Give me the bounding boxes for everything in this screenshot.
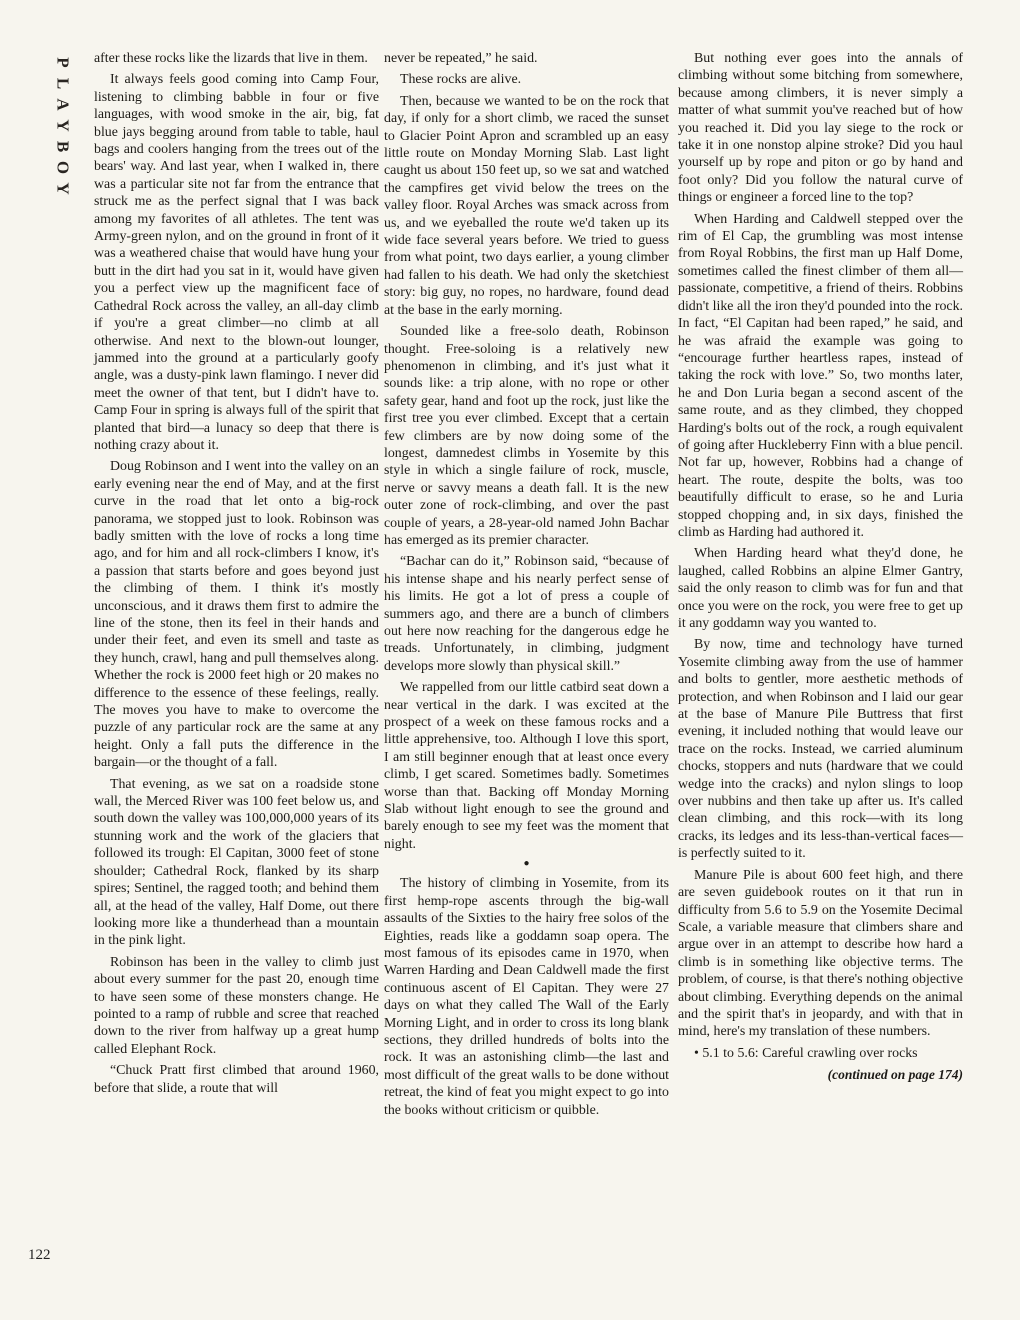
masthead-letter: Y xyxy=(53,119,73,132)
text-column-1 xyxy=(94,50,379,1101)
continued-on-page-note: (continued on page 174) xyxy=(827,1067,963,1083)
paragraph: “Bachar can do it,” Robinson said, “because of his intense shape and his nearly perfect sense of his limits. He got a lot of press a couple of summers ago, and there are a bunch of climbers out here now reaching for the dangerous edge he treads. Unfortunately, in climbing, judgment develops more slowly than physical skill.” xyxy=(384,554,669,674)
text-column-3 xyxy=(678,50,963,1088)
paragraph: That evening, as we sat on a roadside stone wall, the Merced River was 100 feet below us, and south down the valley was 100,000,000 years of its stunning work and the work of the glaciers that followed its trough: El Capitan, 3000 feet of stone shoulder; Cathedral Rock, flanked by its sharp spires; Sentinel, the ragged tooth; and behind them all, at the head of the valley, Half Dome, out there looking more like a thunderhead than a mountain in the pink light. xyxy=(94,776,379,949)
page-number: 122 xyxy=(28,1247,51,1263)
masthead-letter: A xyxy=(53,98,73,111)
paragraph: Then, because we wanted to be on the rock that day, if only for a short climb, we raced the sunset to Glacier Point Apron and scrambled up an easy little route on Monday Morning Slab. Last light caught us about 150 feet up, so we sat and watched the campfires get vivid below the trees on the valley floor. Royal Arches was smack across from us, and we eyeballed the route we'd taken up its wide face several years before. We tried to guess from what point, two days earlier, a young climber had fallen to his death. We had only the sketchiest story: big guy, no ropes, no hardware, found dead at the base in the early morning. xyxy=(384,93,669,318)
paragraph: never be repeated,” he said. xyxy=(384,51,538,66)
playboy-masthead-vertical xyxy=(52,52,74,199)
masthead-letter: Y xyxy=(53,182,73,195)
masthead-letter: P xyxy=(53,57,73,68)
paragraph: Doug Robinson and I went into the valley on an early evening near the end of May, and at the first curve in the road that let onto a big-rock panorama, we stopped just to look. Robinson was badly smitten with the love of rocks a long time ago, and for him and all rock-climbers I know, it's a passion that starts before and goes beyond just the climbing of them. I think it's mostly unconscious, and it draws them first to admire the line of the stone, then its feel in their hands and under their feet, and even its smell and taste as they hunch, crawl, hang and pull themselves along. Whether the rock is 2000 feet high or 20 makes no difference to the essence of these feelings, really. The moves you have to make to overcome the puzzle of any particular rock are the same at any height. Only a fall puts the difference in the bargain—or the thought of a fall. xyxy=(94,459,379,771)
paragraph: When Harding and Caldwell stepped over the rim of El Cap, the grumbling was most intense from Royal Robbins, the first man up Half Dome, sometimes called the finest climber of them all—passionate, competitive, a friend of theirs. Robbins didn't like all the iron they'd pounded into the rock. In fact, “El Capitan had been raped,” he said, and he was afraid the example was going to “encourage further heartless rapes, instead of taking the rock with love.” So, two months later, he and Don Luria began a second ascent of the same route, and as they climbed, they chopped Harding's bolts out of the rock, a rough equivalent of going after Huckleberry Finn with a blue pencil. Not far up, however, Robbins had a change of heart. The route, despite the bolts, was too beautifully difficult to erase, so he and Luria stopped chopping and, in six days, finished the climb as Harding had authored it. xyxy=(678,211,963,540)
masthead-letter: B xyxy=(53,140,73,153)
paragraph: By now, time and technology have turned Yosemite climbing away from the use of hammer and bolts to gentler, more aesthetic methods of protection, and when Robinson and I laid our gear at the base of Manure Pile Buttress that first evening, it included nothing that would leave our trace on the rocks. Instead, we carried aluminum chocks, stoppers and nuts (hardware that we could wedge into the cracks) and nylon slings to loop over nubbins and then take up after us. It's called clean climbing, and this rock—with its long cracks, its ledges and its less-than-vertical faces—is perfectly suited to it. xyxy=(678,637,963,862)
paragraph: after these rocks like the lizards that live in them. xyxy=(94,51,368,66)
paragraph: It always feels good coming into Camp Four, listening to climbing babble in four or five languages, with wood smoke in the air, big, fat blue jays begging around from table to table, haul bags and coolers hanging from the trees out of the bears' way. And last year, when I walked in, there was a particular site not far from the entrance that struck me as the perfect signal that I was back among my favorites of all athletes. The tent was Army-green nylon, and on the ground in front of it was a weathered chaise that would have hung your butt in the dirt had you sat in it, would have given you a perfect view up the magnificent face of Cathedral Rock across the valley, an all-day climb if you're a great climber—no climb at all otherwise. And next to the blown-out lounger, jammed into the ground at a particularly goofy angle, was a dusty-pink lawn flamingo. I never did meet the owner of that tent, but I didn't have to. Camp Four in spring is always full of the spirit that planted that bird—a lunacy so deep that there is nothing crazy about it. xyxy=(94,72,379,453)
paragraph: We rappelled from our little catbird seat down a near vertical in the dark. I was excited at the prospect of a week on these famous rocks and a little apprehensive, too. Although I love this sport, I am still beginner enough that at least once every climb, I get scared. Sometimes badly. Sometimes worse than that. Backing off Monday Morning Slab without light enough to see the ground and barely enough to see my feet was the moment that night. xyxy=(384,680,669,852)
paragraph: Sounded like a free-solo death, Robinson thought. Free-soloing is a relatively new phenomenon in climbing, and it's just what it sounds like: a trip alone, with no rope or other safety gear, hand and foot up the rock, just like the first tree you ever climbed. Except that a certain few climbers are by now doing some of the longest, damnedest climbs in Yosemite by this style in which a single failure of rock, muscle, nerve or savvy means a death fall. It is the new outer zone of rock-climbing, and over the past couple of years, a 28-year-old named John Bachar has emerged as its premier character. xyxy=(384,324,669,548)
paragraph: Manure Pile is about 600 feet high, and there are seven guidebook routes on it that run in difficulty from 5.6 to 5.9 on the Yosemite Decimal Scale, a variable measure that climbers share and argue over in an attempt to describe how hard a climb is in something like objective terms. The problem, of course, is that there's nothing objective about climbing. Everything depends on the animal and the spirit that's in jeopardy, and with that in mind, here's my translation of these numbers. xyxy=(678,867,963,1040)
paragraph: These rocks are alive. xyxy=(400,72,522,88)
paragraph: The history of climbing in Yosemite, from its first hemp-rope ascents through the big-wall assaults of the Sixties to the hairy free solos of the Eighties, reads like a goddamn soap opera. The most famous of its episodes came in 1970, when Warren Harding and Dean Caldwell made the first continuous ascent of El Capitan. They were 27 days on what they called The Wall of the Early Morning Light, and in order to cross its long blank sections, they drilled hundreds of bolts into the rock. It was an astonishing climb—the last and most difficult of the great walls to be done without retreat, the kind of feat you might expect to go into the books without criticism or quibble. xyxy=(384,876,669,1118)
paragraph: But nothing ever goes into the annals of climbing without some bitching from somewhere, because among climbers, it is never simply a matter of what summit you've reached but of how you reached it. Did you lay siege to the rock or take it in one nonstop alpine stroke? Did you haul yourself up by rope and piton or go by hand and foot only? Did you follow the natural curve of things or engineer a forced line to the top? xyxy=(678,51,963,206)
paragraph: “Chuck Pratt first climbed that around 1960, before that slide, a route that will xyxy=(94,1063,379,1096)
masthead-letter: L xyxy=(53,77,73,90)
section-separator-dot: ● xyxy=(523,858,530,870)
paragraph: • 5.1 to 5.6: Careful crawling over rocks xyxy=(694,1045,918,1061)
text-column-2 xyxy=(384,50,669,1123)
masthead-letter: O xyxy=(53,160,73,175)
paragraph: Robinson has been in the valley to climb just about every summer for the past 20, enough time to have seen some of these monsters change. He pointed to a ramp of rubble and scree that reached down to the river from halfway up a great hump called Elephant Rock. xyxy=(94,954,379,1057)
paragraph: When Harding heard what they'd done, he laughed, called Robbins an alpine Elmer Gantry, said the only reason to climb was for fun and that once you were on the rock, you were free to get up it any goddamn way you wanted to. xyxy=(678,546,963,631)
